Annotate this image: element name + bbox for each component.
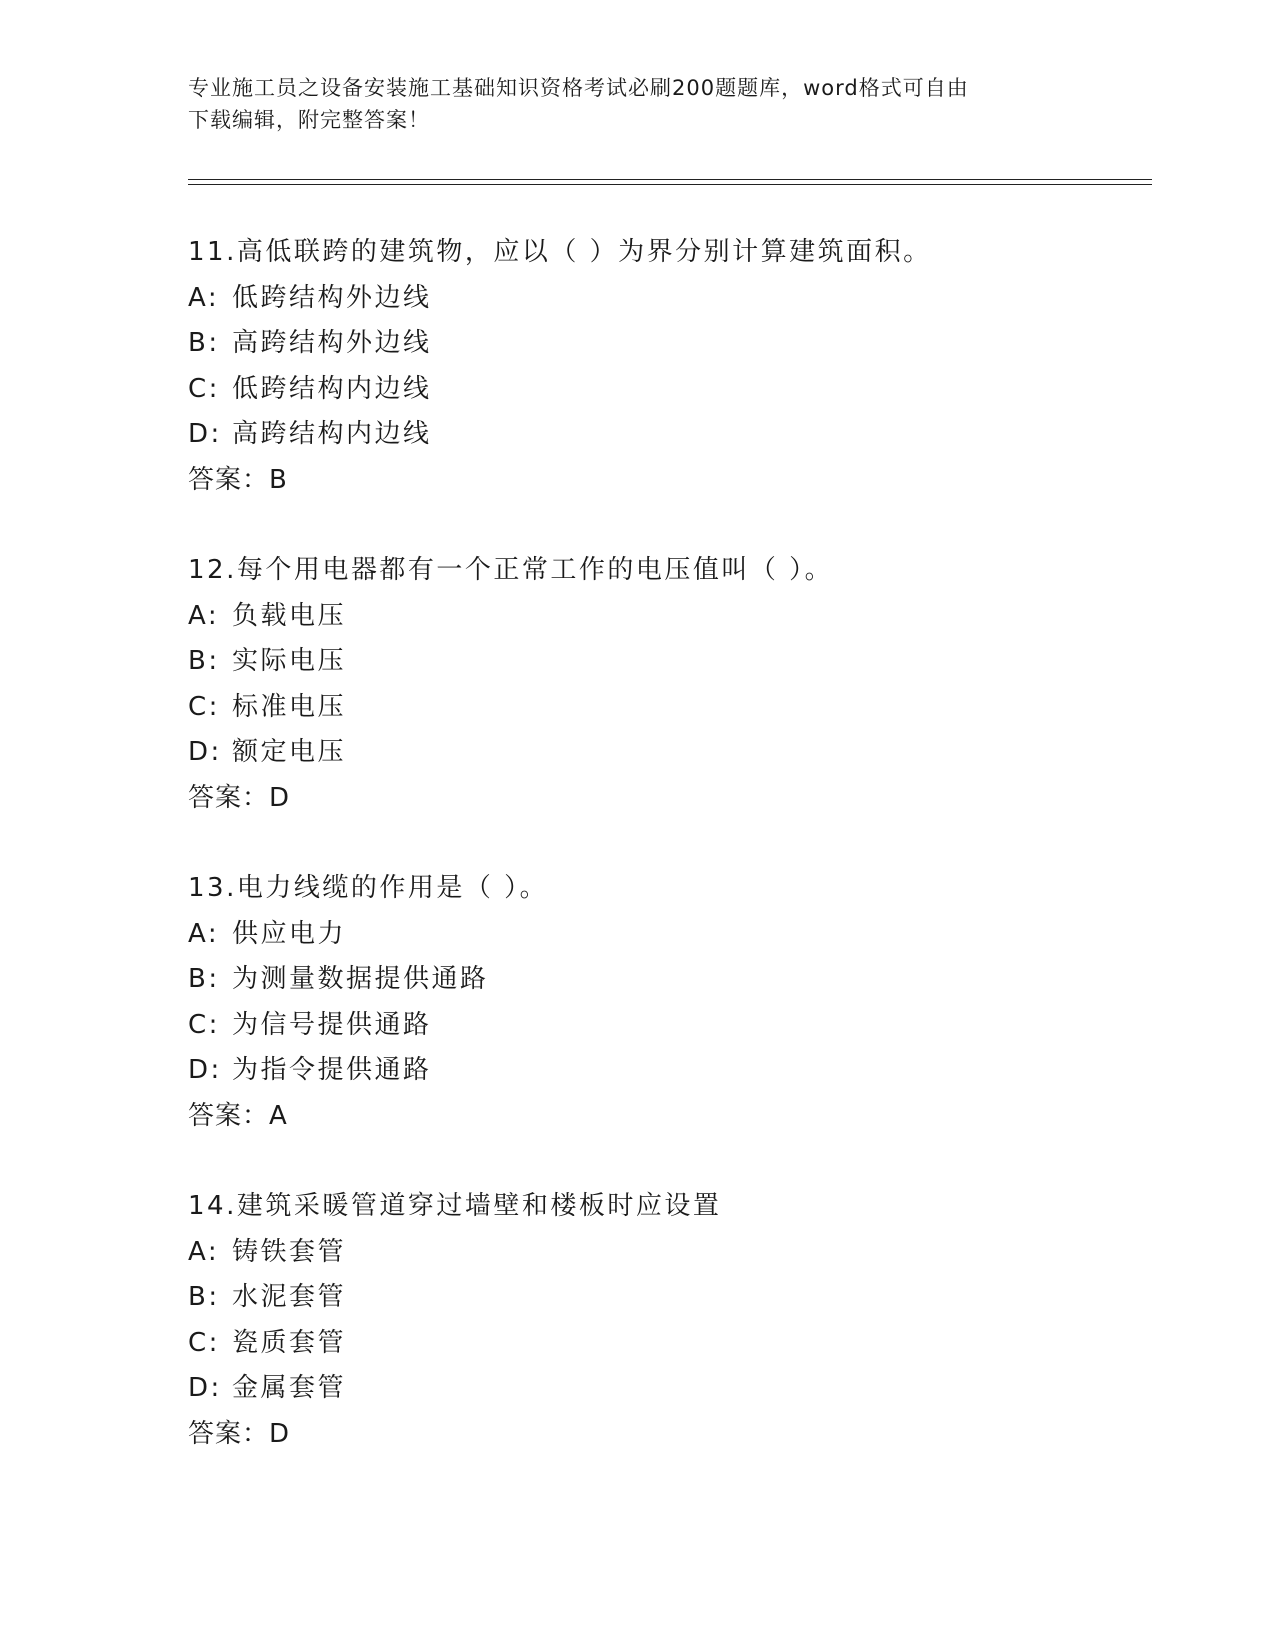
question-stem: 11.高低联跨的建筑物，应以（ ）为界分别计算建筑面积。 <box>188 237 932 267</box>
header-line-1: 专业施工员之设备安装施工基础知识资格考试必刷200题题库，word格式可自由 <box>188 76 969 100</box>
question-12 <box>188 548 1148 821</box>
option-letter: A: <box>188 600 220 631</box>
option-c <box>188 685 1148 731</box>
option-text: 铸铁套管 <box>232 1236 347 1267</box>
option-text: 额定电压 <box>232 737 347 767</box>
option-text: 为信号提供通路 <box>232 1009 432 1040</box>
option-a <box>188 276 1148 322</box>
option-text: 为指令提供通路 <box>232 1055 432 1085</box>
option-d <box>188 1048 1148 1094</box>
option-text: 负载电压 <box>232 600 347 631</box>
header-divider-top <box>188 179 1152 180</box>
option-a <box>188 594 1148 640</box>
answer-label: 答案：D <box>188 782 291 813</box>
option-text: 瓷质套管 <box>232 1327 347 1358</box>
question-stem: 14.建筑采暖管道穿过墙壁和楼板时应设置 <box>188 1191 722 1221</box>
option-text: 为测量数据提供通路 <box>232 964 489 994</box>
option-text: 水泥套管 <box>232 1282 347 1312</box>
option-b <box>188 639 1148 685</box>
question-14 <box>188 1184 1148 1457</box>
header-line-2: 下载编辑，附完整答案！ <box>188 108 430 132</box>
option-text: 低跨结构外边线 <box>232 282 432 313</box>
option-c <box>188 367 1148 413</box>
option-letter: D: <box>188 737 222 767</box>
option-d <box>188 412 1148 458</box>
question-stem: 12.每个用电器都有一个正常工作的电压值叫（ ）。 <box>188 555 834 585</box>
option-text: 标准电压 <box>232 691 347 722</box>
option-d <box>188 730 1148 776</box>
option-c <box>188 1003 1148 1049</box>
option-letter: D: <box>188 1055 222 1085</box>
answer-label: 答案：D <box>188 1418 291 1449</box>
document-header <box>188 72 1088 136</box>
option-b <box>188 1275 1148 1321</box>
option-letter: C: <box>188 373 220 404</box>
option-text: 高跨结构内边线 <box>232 419 432 449</box>
option-b <box>188 321 1148 367</box>
option-letter: B: <box>188 1282 220 1312</box>
option-letter: C: <box>188 691 220 722</box>
option-a <box>188 1230 1148 1276</box>
option-a <box>188 912 1148 958</box>
option-text: 高跨结构外边线 <box>232 328 432 358</box>
option-letter: A: <box>188 282 220 313</box>
option-d <box>188 1366 1148 1412</box>
option-letter: A: <box>188 918 220 949</box>
option-text: 供应电力 <box>232 918 347 949</box>
option-letter: A: <box>188 1236 220 1267</box>
option-letter: B: <box>188 964 220 994</box>
question-13 <box>188 866 1148 1139</box>
option-letter: C: <box>188 1009 220 1040</box>
option-letter: D: <box>188 1373 222 1403</box>
header-divider-bottom <box>188 184 1152 185</box>
option-letter: D: <box>188 419 222 449</box>
answer-label: 答案：A <box>188 1100 288 1131</box>
question-11 <box>188 230 1148 503</box>
option-letter: B: <box>188 328 220 358</box>
option-text: 实际电压 <box>232 646 347 676</box>
option-letter: C: <box>188 1327 220 1358</box>
answer-label: 答案：B <box>188 464 288 495</box>
question-stem: 13.电力线缆的作用是（ ）。 <box>188 873 549 903</box>
option-c <box>188 1321 1148 1367</box>
option-b <box>188 957 1148 1003</box>
option-letter: B: <box>188 646 220 676</box>
option-text: 低跨结构内边线 <box>232 373 432 404</box>
option-text: 金属套管 <box>232 1373 347 1403</box>
